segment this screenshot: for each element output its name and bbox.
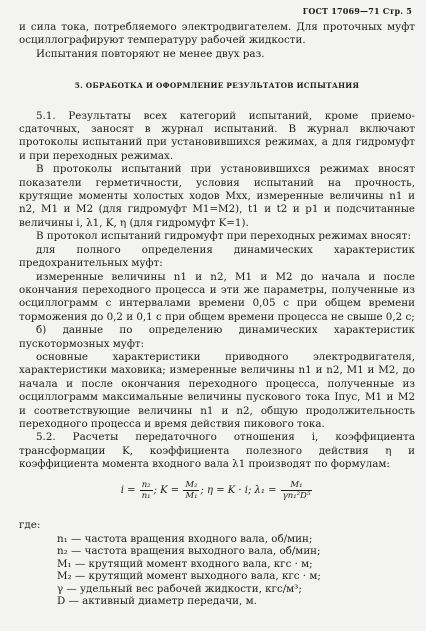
fraction-lambda-denominator: γn₁²D⁵ (282, 490, 311, 501)
definition-item: γ — удельный вес рабочей жидкости, кгс/м³; (57, 582, 302, 595)
document-body (19, 21, 415, 607)
where-label: где: (19, 518, 41, 531)
fraction-lambda-numerator: M₁ (281, 480, 313, 491)
definition-item: M₂ — крутящий момент выходного вала, кгс · м; (57, 570, 321, 583)
fraction-k-numerator: M₂ (185, 479, 198, 490)
section-title: 5. ОБРАБОТКА И ОФОРМЛЕНИЕ РЕЗУЛЬТАТОВ ИСПЫТАНИЯ (74, 81, 360, 91)
formula-sep: ; (200, 484, 204, 496)
paragraph-protocols: В протоколы испытаний при установившихся режимах вносят показатели герметичности, условия испытаний на прочность, крутящие моменты холостых ходов Mхх, измеренные величины n1 и n2, M1 и M2 (для гидромуфт M1=M2), t1 и t2 и p1 и подсчитанные величины i, λ1, K, η (для гидромуфт K=1). (19, 163, 415, 229)
fraction-k-denominator: M₁ (185, 490, 198, 501)
fraction-i-numerator: n₂ (141, 479, 151, 490)
fraction-k (183, 480, 199, 501)
formula-sep: ; K = (153, 484, 180, 496)
paragraph-transient-protocol: В протокол испытаний гидромуфт при переходных режимах вносят: (36, 230, 411, 243)
definition-item: D — активный диаметр передачи, м. (57, 595, 257, 608)
paragraph-continued: и сила тока, потребляемого электродвигателем. Для проточных муфт осциллографируют температуру рабочей жидкости. (19, 21, 415, 47)
formula-block (19, 480, 415, 510)
paragraph-5-2: 5.2. Расчеты передаточного отношения i, коэффициента трансформации K, коэффициента полезного действия η и коэффициента момента входного вала λ1 производят по формулам: (19, 431, 415, 471)
paragraph-safety-couplings: для полного определения динамических характеристик предохранительных муфт: (19, 243, 415, 270)
paragraph-repeat-tests: Испытания повторяют не менее двух раз. (36, 47, 265, 60)
formula-lambda-label: λ₁ = (254, 484, 277, 496)
paragraph-measured-values: измеренные величины n1 и n2, M1 и M2 до начала и после окончания переходного процесса и эти же параметры, полученные из осциллограмм с интервалами времени 0,05 с при общем времени торможения до 0,2 и 0,1 с при общем времени процесса не свыше 0,2 с; (19, 270, 415, 323)
formula-eta: η = K · i; (207, 484, 252, 496)
fraction-i (140, 480, 153, 501)
formula-i-label: i = (120, 484, 136, 496)
paragraph-motor-characteristics: основные характеристики приводного электродвигателя, характеристики маховика; измеренные величины n1 и n2, M1 и M2, до начала и после окончания переходного процесса, полученные из осциллограмм максимальные величины пускового тока Iпус, M1 и M2 и соответствующие величины n1 и n2, общую продолжительность переходного процесса и время действия пикового тока. (19, 350, 415, 430)
definition-item: M₁ — крутящий момент входного вала, кгс · м; (57, 557, 313, 570)
fraction-lambda (281, 480, 313, 501)
definition-item: n₂ — частота вращения выходного вала, об/мин; (57, 545, 321, 558)
paragraph-start-brake-couplings: б) данные по определению динамических характеристик пускотормозных муфт: (19, 324, 415, 350)
paragraph-5-1: 5.1. Результаты всех категорий испытаний, кроме приемо-сдаточных, заносят в журнал испытаний. В журнал включают протоколы испытаний при установившихся режимах, а для гидромуфт и при переходных режимах. (19, 109, 415, 162)
fraction-i-denominator: n₁ (141, 490, 151, 501)
page-header: ГОСТ 17069—71 Стр. 5 (302, 6, 412, 16)
definition-item: n₁ — частота вращения входного вала, об/мин; (57, 533, 313, 545)
definitions-list (57, 533, 415, 607)
